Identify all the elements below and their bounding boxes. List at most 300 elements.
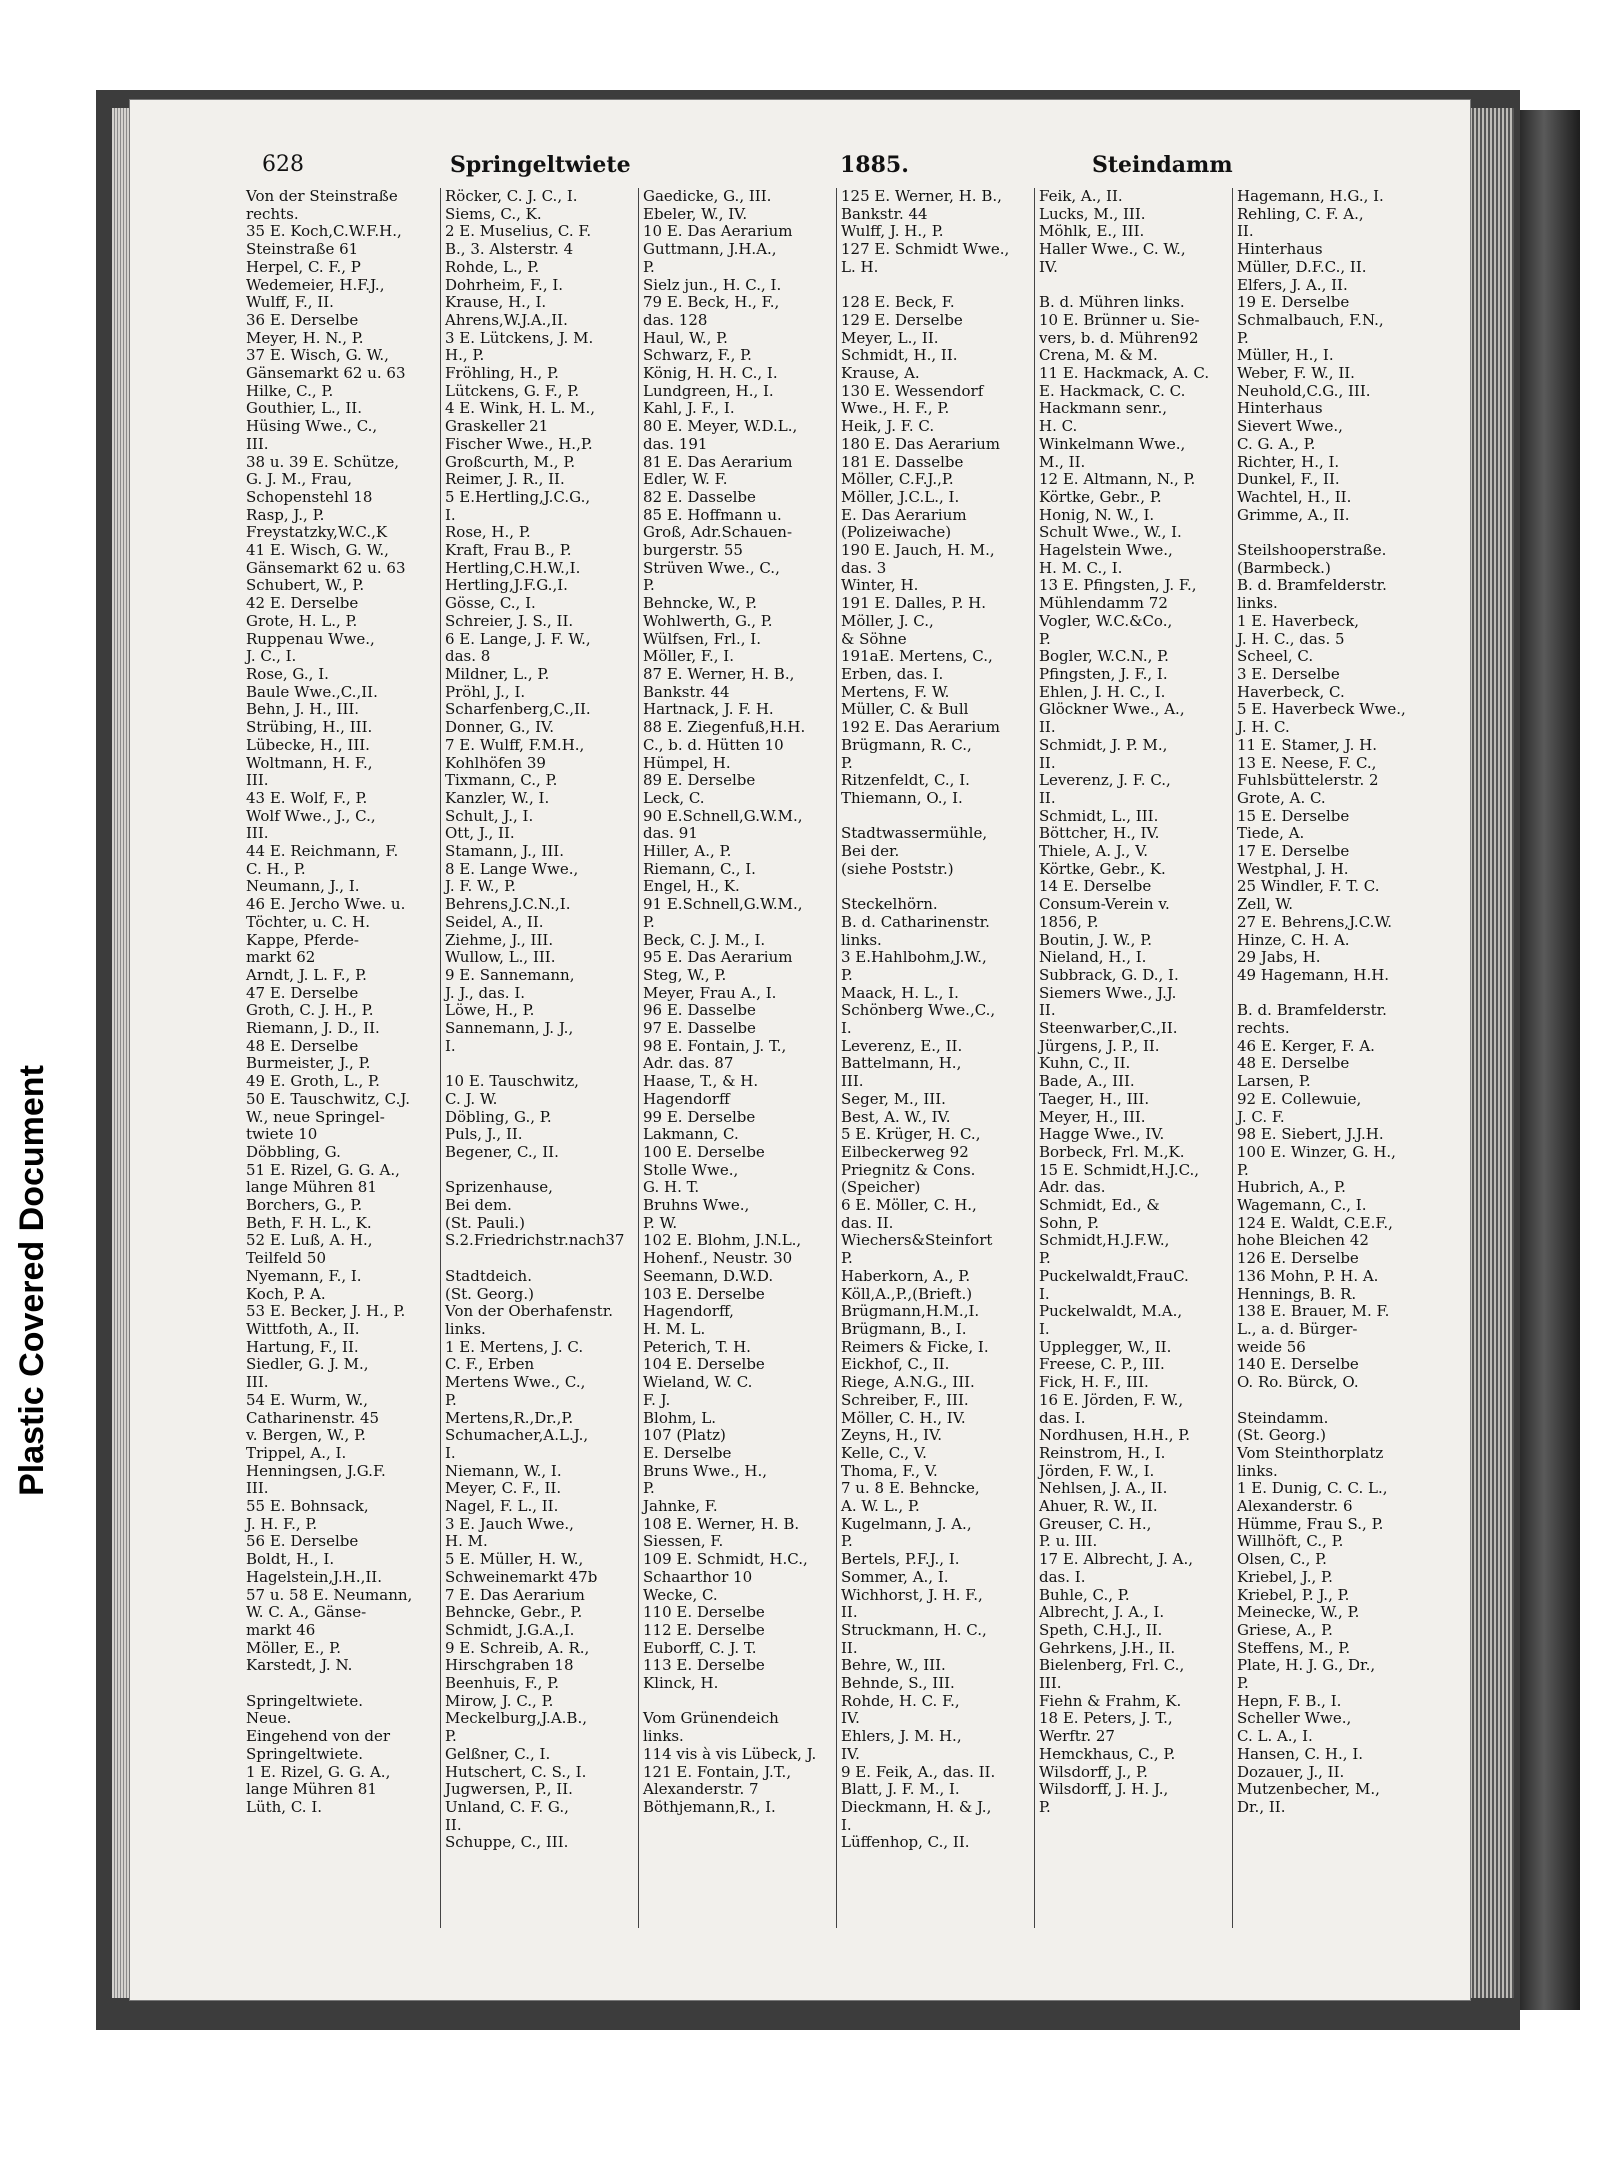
directory-entry-line: Werftr. 27 [1039, 1728, 1115, 1746]
directory-entry-line: Schmidt, J.G.A.,I. [445, 1621, 575, 1639]
directory-entry-line: Hagelstein Wwe., [1039, 542, 1173, 560]
directory-entry-line: 1 E. Dunig, C. C. L., [1237, 1480, 1388, 1498]
directory-entry-line: (Polizeiwache) [841, 524, 952, 542]
directory-entry-line: Wichhorst, J. H. F., [841, 1586, 983, 1604]
directory-entry-line: Zeyns, H., IV. [841, 1427, 942, 1445]
directory-entry-line: links. [445, 1321, 486, 1338]
directory-entry-line: Meyer, H. N., P. [246, 329, 364, 347]
directory-entry-line: Maack, H. L., I. [841, 984, 959, 1002]
directory-entry-line [441, 1055, 639, 1073]
directory-entry-line: Meinecke, W., P. [1237, 1604, 1360, 1622]
directory-entry-line: Bade, A., III. [1039, 1073, 1135, 1091]
directory-entry-line: 7 u. 8 E. Behncke, [841, 1480, 980, 1498]
directory-entry-line: 4 E. Wink, H. L. M., [445, 400, 596, 418]
directory-entry-line: Bankstr. 44 [841, 205, 928, 223]
directory-entry-line: 127 E. Schmidt Wwe., [841, 241, 1010, 259]
directory-entry-line: 5 E. Krüger, H. C., [841, 1126, 981, 1144]
directory-entry-line: Schult Wwe., W., I. [1039, 524, 1182, 542]
directory-entry-line: Rehling, C. F. A., [1237, 205, 1364, 223]
directory-entry-line [1233, 985, 1435, 1003]
directory-entry-line: Winter, H. [841, 577, 919, 595]
directory-entry-line: P. [1237, 1675, 1249, 1693]
directory-entry-line: Bei dem. [445, 1197, 512, 1215]
directory-entry-line: Reimer, J. R., II. [445, 471, 565, 489]
directory-entry-line: P. [1237, 1161, 1249, 1179]
directory-entry-line: Leverenz, J. F. C., [1039, 772, 1171, 790]
header-left-title: Springeltwiete [450, 152, 631, 178]
directory-entry-line: B., 3. Alsterstr. 4 [445, 241, 574, 259]
directory-entry-line: Haberkorn, A., P. [841, 1267, 971, 1285]
directory-entry-line: 10 E. Brünner u. Sie- [1039, 311, 1200, 329]
directory-entry-line: Henningsen, J.G.F. [246, 1462, 386, 1480]
directory-entry-line: Löwe, H., P. [445, 1002, 535, 1020]
directory-entry-line: 48 E. Derselbe [246, 1037, 359, 1055]
directory-entry-line: P. [445, 1391, 457, 1409]
directory-entry-line: Glöckner Wwe., A., [1039, 701, 1185, 719]
directory-entry-line: Köll,A.,P.,(Brieft.) [841, 1285, 973, 1303]
directory-entry-line: Eilbeckerweg 92 [841, 1143, 969, 1161]
directory-entry-line: Alexanderstr. 7 [643, 1781, 759, 1799]
directory-entry-line: Schaarthor 10 [643, 1568, 753, 1586]
directory-entry-line: Schmidt, H., II. [841, 347, 958, 365]
directory-entry-line: 110 E. Derselbe [643, 1604, 765, 1622]
directory-entry-line: Körtke, Gebr., P. [1039, 488, 1162, 506]
directory-entry-line: Crena, M. & M. [1039, 347, 1158, 365]
directory-entry-line: Hümpel, H. [643, 754, 731, 772]
directory-entry-line: 38 u. 39 E. Schütze, [246, 453, 399, 471]
directory-entry-line: Behncke, Gebr., P. [445, 1604, 583, 1622]
directory-entry-line: II. [1039, 719, 1056, 737]
directory-entry-line: P. [643, 577, 655, 595]
directory-entry-line: Reinstrom, H., I. [1039, 1444, 1166, 1462]
directory-entry-line: links. [1237, 595, 1278, 613]
directory-entry-line: Buhle, C., P. [1039, 1586, 1130, 1604]
directory-entry-line: Böttcher, H., IV. [1039, 825, 1160, 843]
directory-entry-line: Hutschert, C. S., I. [445, 1763, 587, 1781]
directory-entry-line: 3 E. Derselbe [1237, 665, 1340, 683]
directory-entry-line: Puckelwaldt, M.A., [1039, 1303, 1183, 1321]
directory-entry-line: 98 E. Siebert, J.J.H. [1237, 1126, 1384, 1144]
directory-entry-line: Siems, C., K. [445, 205, 542, 223]
directory-entry-line: Meyer, L., II. [841, 329, 939, 347]
directory-entry-line: H. M. C., I. [1039, 559, 1123, 577]
directory-entry-line: Meyer, C. F., II. [445, 1480, 562, 1498]
directory-entry-line: II. [841, 1639, 858, 1657]
directory-entry-line: Rose, G., I. [246, 665, 329, 683]
directory-entry-line: W., neue Springel- [246, 1108, 385, 1126]
directory-entry-line: Behncke, W., P. [643, 595, 758, 613]
directory-entry-line: 5 E. Müller, H. W., [445, 1551, 584, 1569]
directory-entry-line: Kelle, C., V. [841, 1444, 927, 1462]
directory-entry-line: links. [1237, 1462, 1278, 1480]
directory-entry-line: J. H. F., P. [246, 1515, 318, 1533]
directory-entry-line: I. [841, 1020, 852, 1038]
directory-entry-line: Nagel, F. L., II. [445, 1498, 559, 1516]
directory-entry-line: Röcker, C. J. C., I. [445, 188, 578, 205]
directory-entry-line: Schmidt, Ed., & [1039, 1197, 1160, 1215]
directory-entry-line: Willhöft, C., P. [1237, 1533, 1344, 1551]
directory-entry-line: Strübing, H., III. [246, 719, 373, 737]
directory-entry-line: Hertling,C.H.W.,I. [445, 559, 581, 577]
directory-entry-line: Best, A. W., IV. [841, 1108, 951, 1126]
directory-entry-line: IV. [1039, 258, 1058, 276]
directory-entry-line: Krause, A. [841, 365, 920, 383]
directory-entry-line: Meyer, H., III. [1039, 1108, 1146, 1126]
directory-entry-line: 43 E. Wolf, F., P. [246, 789, 368, 807]
directory-entry-line: Schmidt, L., III. [1039, 807, 1159, 825]
directory-entry-line: 7 E. Das Aerarium [445, 1586, 585, 1604]
directory-entry-line: 10 E. Das Aerarium [643, 223, 793, 241]
directory-entry-line: Jugwersen, P., II. [445, 1781, 573, 1799]
directory-entry-line: Griese, A., P. [1237, 1621, 1333, 1639]
directory-entry-line: Riemann, C., I. [643, 860, 756, 878]
directory-entry-line: Vom Grünendeich [643, 1710, 779, 1728]
directory-entry-line: Wwe., H. F., P. [841, 400, 950, 418]
directory-entry-line: Woltmann, H. F., [246, 754, 373, 772]
directory-entry-line: 1856, P. [1039, 913, 1099, 931]
directory-entry-line: Wecke, C. [643, 1586, 718, 1604]
directory-entry-line: (St. Pauli.) [445, 1214, 525, 1232]
directory-entry-line: 121 E. Fontain, J.T., [643, 1763, 792, 1781]
directory-entry-line: Sannemann, J. J., [445, 1020, 574, 1038]
directory-entry-line: 11 E. Stamer, J. H. [1237, 736, 1377, 754]
directory-entry-line: Wulff, F., II. [246, 294, 334, 312]
directory-entry-line: 9 E. Feik, A., das. II. [841, 1763, 996, 1781]
directory-entry-line: Consum-Verein v. [1039, 896, 1170, 914]
directory-entry-line: Haverbeck, C. [1237, 683, 1345, 701]
directory-entry-line: 29 Jabs, H. [1237, 949, 1321, 967]
directory-entry-line: Lüth, C. I. [246, 1798, 323, 1816]
directory-entry-line: Schwarz, F., P. [643, 347, 752, 365]
directory-entry-line: Rohde, H. C. F., [841, 1692, 960, 1710]
directory-entry-line: 96 E. Dasselbe [643, 1002, 756, 1020]
directory-entry-line: Möhlk, E., III. [1039, 223, 1145, 241]
directory-entry-line: Lakmann, C. [643, 1126, 739, 1144]
directory-entry-line: Leck, C. [643, 789, 705, 807]
directory-entry-line [441, 1162, 639, 1180]
directory-entry-line: I. [841, 1816, 852, 1834]
directory-entry-line: 138 E. Brauer, M. F. [1237, 1303, 1390, 1321]
directory-entry-line: Fick, H. F., III. [1039, 1374, 1149, 1392]
directory-entry-line: P. [841, 1250, 853, 1268]
directory-entry-line: J. J., das. I. [445, 984, 526, 1002]
directory-entry-line: Scharfenberg,C.,II. [445, 701, 591, 719]
directory-entry-line: Hackmann senr., [1039, 400, 1168, 418]
directory-entry-line: Schmalbauch, F.N., [1237, 311, 1384, 329]
directory-entry-line: Donner, G., IV. [445, 719, 554, 737]
directory-entry-line: burgerstr. 55 [643, 542, 743, 560]
directory-entry-line: Thiemann, O., I. [841, 789, 963, 807]
directory-entry-line: Wullow, L., III. [445, 949, 556, 967]
directory-entry-line: Siessen, F. [643, 1533, 724, 1551]
directory-entry-line: 15 E. Derselbe [1237, 807, 1350, 825]
directory-entry-line: Euborff, C. J. T. [643, 1639, 757, 1657]
directory-entry-line: III. [246, 1480, 269, 1498]
directory-entry-line: Brügmann, R. C., [841, 736, 972, 754]
directory-entry-line: Taeger, H., III. [1039, 1090, 1150, 1108]
directory-entry-line: Gouthier, L., II. [246, 400, 362, 418]
directory-entry-line: Eickhof, C., II. [841, 1356, 950, 1374]
directory-entry-line: Ruppenau Wwe., [246, 630, 375, 648]
directory-entry-line: Wülfsen, Frl., I. [643, 630, 761, 648]
directory-entry-line: Möller, C. H., IV. [841, 1409, 966, 1427]
directory-entry-line: E. Das Aerarium [841, 506, 967, 524]
directory-entry-line: Seger, M., III. [841, 1090, 946, 1108]
directory-entry-line: Hagemann, H.G., I. [1237, 188, 1384, 205]
directory-entry-line: Dunkel, F., II. [1237, 471, 1340, 489]
directory-entry-line: Stolle Wwe., [643, 1161, 739, 1179]
directory-entry-line: Wachtel, H., II. [1237, 488, 1352, 506]
directory-entry-line: Bruns Wwe., H., [643, 1462, 768, 1480]
directory-entry-line: P. [841, 1533, 853, 1551]
directory-entry-line: S.2.Friedrichstr.nach37 [445, 1232, 625, 1250]
directory-entry-line: Kraft, Frau B., P. [445, 542, 572, 560]
directory-entry-line: 181 E. Dasselbe [841, 453, 964, 471]
directory-entry-line: Steinstraße 61 [246, 241, 359, 259]
directory-entry-line: 3 E. Lütckens, J. M. [445, 329, 594, 347]
directory-entry-line: II. [841, 1604, 858, 1622]
directory-entry-line: Dohrheim, F., I. [445, 276, 564, 294]
directory-entry-line: 51 E. Rizel, G. G. A., [246, 1161, 400, 1179]
side-label: Plastic Covered Document [12, 1064, 51, 1496]
directory-entry-line: Karstedt, J. N. [246, 1657, 353, 1675]
directory-entry-line: Wilsdorff, J. H. J., [1039, 1781, 1169, 1799]
page-number: 628 [262, 152, 304, 177]
directory-entry-line: P. W. [643, 1214, 678, 1232]
directory-entry-line: 82 E. Dasselbe [643, 488, 756, 506]
directory-entry-line: Alexanderstr. 6 [1237, 1498, 1353, 1516]
directory-entry-line: 100 E. Derselbe [643, 1143, 765, 1161]
directory-entry-line: P. [1039, 1250, 1051, 1268]
directory-column-4 [836, 188, 1035, 1928]
directory-entry-line: 12 E. Altmann, N., P. [1039, 471, 1196, 489]
directory-entry-line: Gänsemarkt 62 u. 63 [246, 365, 406, 383]
directory-entry-line: Thiele, A. J., V. [1039, 843, 1149, 861]
directory-entry-line: III. [246, 825, 269, 843]
directory-entry-line: Bogler, W.C.N., P. [1039, 648, 1169, 666]
directory-entry-line: Begener, C., II. [445, 1143, 559, 1161]
directory-entry-line: Schmidt, J. P. M., [1039, 736, 1168, 754]
directory-entry-line: Wittfoth, A., II. [246, 1321, 360, 1338]
directory-entry-line: Borchers, G., P. [246, 1197, 363, 1215]
directory-entry-line: 99 E. Derselbe [643, 1108, 756, 1126]
directory-entry-line: Fuhlsbüttelerstr. 2 [1237, 772, 1379, 790]
directory-entry-line: Scheller Wwe., [1237, 1710, 1352, 1728]
directory-entry-line: 103 E. Derselbe [643, 1285, 765, 1303]
directory-entry-line: Stamann, J., III. [445, 843, 564, 861]
directory-entry-line: Vom Steinthorplatz [1237, 1444, 1384, 1462]
directory-entry-line: Stadtwassermühle, [841, 825, 988, 843]
directory-entry-line: das. 191 [643, 435, 708, 453]
directory-entry-line: 46 E. Kerger, F. A. [1237, 1037, 1375, 1055]
directory-entry-line: Gösse, C., I. [445, 595, 536, 613]
directory-entry-line: Rasp, J., P. [246, 506, 325, 524]
directory-entry-line: 124 E. Waldt, C.E.F., [1237, 1214, 1393, 1232]
directory-entry-line: Hirschgraben 18 [445, 1657, 574, 1675]
directory-entry-line: Wilsdorff, J., P. [1039, 1763, 1148, 1781]
directory-entry-line: v. Bergen, W., P. [246, 1427, 366, 1445]
directory-entry-line: Hiller, A., P. [643, 843, 732, 861]
directory-entry-line: Adr. das. 87 [643, 1055, 734, 1073]
directory-entry-line: 192 E. Das Aerarium [841, 719, 1000, 737]
directory-entry-line: L. H. [841, 258, 879, 276]
directory-entry-line: Kugelmann, J. A., [841, 1515, 972, 1533]
directory-entry-line: Burmeister, J., P. [246, 1055, 371, 1073]
directory-entry-line: Winkelmann Wwe., [1039, 435, 1186, 453]
directory-entry-line: Greuser, C. H., [1039, 1515, 1152, 1533]
directory-entry-line: 98 E. Fontain, J. T., [643, 1037, 787, 1055]
directory-entry-line: 109 E. Schmidt, H.C., [643, 1551, 808, 1569]
directory-entry-line: Sommer, A., I. [841, 1568, 949, 1586]
directory-entry-line: III. [246, 1374, 269, 1392]
directory-entry-line: Ritzenfeldt, C., I. [841, 772, 970, 790]
directory-entry-line: 92 E. Collewuie, [1237, 1090, 1362, 1108]
directory-entry-line: II. [1039, 754, 1056, 772]
directory-entry-line: Bruhns Wwe., [643, 1197, 750, 1215]
directory-entry-line: E. Derselbe [643, 1444, 732, 1462]
directory-entry-line: Neumann, J., I. [246, 878, 360, 896]
directory-entry-line: das. 8 [445, 648, 491, 666]
directory-entry-line: B. d. Catharinenstr. [841, 913, 990, 931]
directory-entry-line: I. [445, 1037, 456, 1055]
directory-entry-line: Riege, A.N.G., III. [841, 1374, 975, 1392]
directory-entry-line: Ziehme, J., III. [445, 931, 554, 949]
directory-entry-line: 180 E. Das Aerarium [841, 435, 1000, 453]
directory-entry-line: Ahuer, R. W., II. [1039, 1498, 1158, 1516]
directory-entry-line: P. [841, 966, 853, 984]
directory-entry-line: Leverenz, E., II. [841, 1037, 963, 1055]
directory-entry-line: C. G. A., P. [1237, 435, 1316, 453]
directory-entry-line: Körtke, Gebr., K. [1039, 860, 1166, 878]
directory-entry-line: Rohde, L., P. [445, 258, 540, 276]
directory-entry-line: P. [643, 913, 655, 931]
directory-entry-line: I. [1039, 1321, 1050, 1338]
directory-entry-line: links. [643, 1728, 684, 1746]
directory-entry-line: 88 E. Ziegenfuß,H.H. [643, 719, 806, 737]
directory-entry-line: Elfers, J. A., II. [1237, 276, 1348, 294]
directory-entry-line: Sielz jun., H. C., I. [643, 276, 782, 294]
directory-entry-line: Nieland, H., I. [1039, 949, 1147, 967]
directory-entry-line: Möller, F., I. [643, 648, 734, 666]
directory-entry-line: Engel, H., K. [643, 878, 740, 896]
directory-entry-line: 47 E. Derselbe [246, 984, 359, 1002]
directory-entry-line: 55 E. Bohnsack, [246, 1498, 369, 1516]
directory-entry-line: Hubrich, A., P. [1237, 1179, 1346, 1197]
directory-entry-line: Brügmann, B., I. [841, 1321, 967, 1338]
directory-entry-line: Wolf Wwe., J., C., [246, 807, 376, 825]
directory-entry-line: vers, b. d. Mühren92 [1039, 329, 1199, 347]
directory-entry-line: Bankstr. 44 [643, 683, 730, 701]
directory-entry-line [441, 1250, 639, 1268]
directory-entry-line: Larsen, P. [1237, 1073, 1311, 1091]
directory-entry-line: markt 46 [246, 1621, 316, 1639]
directory-entry-line: König, H. H. C., I. [643, 365, 778, 383]
directory-entry-line: Adr. das. [1039, 1179, 1106, 1197]
directory-entry-line: & Söhne [841, 630, 907, 648]
directory-entry-line: Lucks, M., III. [1039, 205, 1146, 223]
directory-entry-line: 52 E. Luß, A. H., [246, 1232, 373, 1250]
directory-entry-line: Herpel, C. F., P [246, 258, 361, 276]
directory-entry-line: II. [445, 1816, 462, 1834]
directory-entry-line [1233, 524, 1435, 542]
directory-entry-line: Kriebel, J., P. [1237, 1568, 1333, 1586]
directory-entry-line: Struckmann, H. C., [841, 1621, 987, 1639]
directory-entry-line: Müller, D.F.C., II. [1237, 258, 1367, 276]
directory-entry-line: 19 E. Derselbe [1237, 294, 1350, 312]
directory-entry-line: Hagelstein,J.H.,II. [246, 1568, 382, 1586]
directory-entry-line: Böthjemann,R., I. [643, 1798, 776, 1816]
directory-entry-line: Schopenstehl 18 [246, 488, 373, 506]
directory-entry-line: Boutin, J. W., P. [1039, 931, 1153, 949]
directory-entry-line: Nehlsen, J. A., II. [1039, 1480, 1168, 1498]
directory-entry-line: Müller, C. & Bull [841, 701, 969, 719]
directory-entry-line: Boldt, H., I. [246, 1551, 335, 1569]
directory-entry-line [837, 808, 1035, 826]
directory-entry-line: 1 E. Haverbeck, [1237, 612, 1360, 630]
directory-entry-line: 104 E. Derselbe [643, 1356, 765, 1374]
directory-entry-line: Feik, A., II. [1039, 188, 1123, 205]
directory-entry-line: Springeltwiete. [246, 1692, 363, 1710]
directory-entry-line: 11 E. Hackmack, A. C. [1039, 365, 1210, 383]
directory-entry-line: Schult, J., I. [445, 807, 534, 825]
directory-entry-line: Heik, J. F. C. [841, 418, 935, 436]
directory-entry-line: 95 E. Das Aerarium [643, 949, 793, 967]
directory-entry-line: III. [1039, 1675, 1062, 1693]
directory-entry-line: Bei der. [841, 843, 900, 861]
directory-entry-line: das. 91 [643, 825, 698, 843]
directory-entry-line: das. 3 [841, 559, 887, 577]
directory-entry-line: IV. [841, 1710, 860, 1728]
directory-entry-line: Möller, J. C., [841, 612, 934, 630]
directory-column-3 [638, 188, 837, 1928]
directory-entry-line: Müller, H., I. [1237, 347, 1334, 365]
directory-entry-line: rechts. [246, 205, 299, 223]
directory-entry-line: Wagemann, C., I. [1237, 1197, 1367, 1215]
directory-entry-line: 129 E. Derselbe [841, 311, 963, 329]
directory-entry-line: C. L. A., I. [1237, 1728, 1313, 1746]
directory-entry-line: Möller, E., P. [246, 1639, 341, 1657]
directory-entry-line: Töchter, u. C. H. [246, 913, 371, 931]
directory-entry-line: Ehlers, J. M. H., [841, 1728, 962, 1746]
directory-entry-line: P. u. III. [1039, 1533, 1098, 1551]
directory-entry-line: Grote, H. L., P. [246, 612, 358, 630]
directory-entry-line: E. Hackmack, C. C. [1039, 382, 1186, 400]
directory-entry-line: Hinterhaus [1237, 400, 1323, 418]
directory-entry-line: W. C. A., Gänse- [246, 1604, 367, 1622]
directory-entry-line: Bertels, P.F.J., I. [841, 1551, 960, 1569]
directory-entry-line: 50 E. Tauschwitz, C.J. [246, 1090, 410, 1108]
directory-entry-line: rechts. [1237, 1020, 1290, 1038]
directory-entry-line: 79 E. Beck, H., F., [643, 294, 780, 312]
directory-entry-line: Hinze, C. H. A. [1237, 931, 1350, 949]
directory-entry-line: 128 E. Beck, F. [841, 294, 955, 312]
directory-entry-line: Haller Wwe., C. W., [1039, 241, 1186, 259]
directory-entry-line: Beth, F. H. L., K. [246, 1214, 372, 1232]
directory-entry-line: Koch, P. A. [246, 1285, 326, 1303]
directory-entry-line: I. [445, 506, 456, 524]
directory-entry-line: Erben, das. I. [841, 665, 944, 683]
directory-entry-line: Hemckhaus, C., P. [1039, 1745, 1176, 1763]
directory-entry-line: Kappe, Pferde- [246, 931, 360, 949]
directory-entry-line: Wohlwerth, G., P. [643, 612, 773, 630]
directory-entry-line: A. W. L., P. [841, 1498, 920, 1516]
directory-entry-line: Möller, C.F.J.,P. [841, 471, 954, 489]
directory-entry-line: 6 E. Möller, C. H., [841, 1197, 977, 1215]
header-year: 1885. [840, 152, 909, 178]
directory-entry-line: links. [841, 931, 882, 949]
directory-entry-line: Schuppe, C., III. [445, 1834, 569, 1852]
directory-entry-line: Hansen, C. H., I. [1237, 1745, 1364, 1763]
